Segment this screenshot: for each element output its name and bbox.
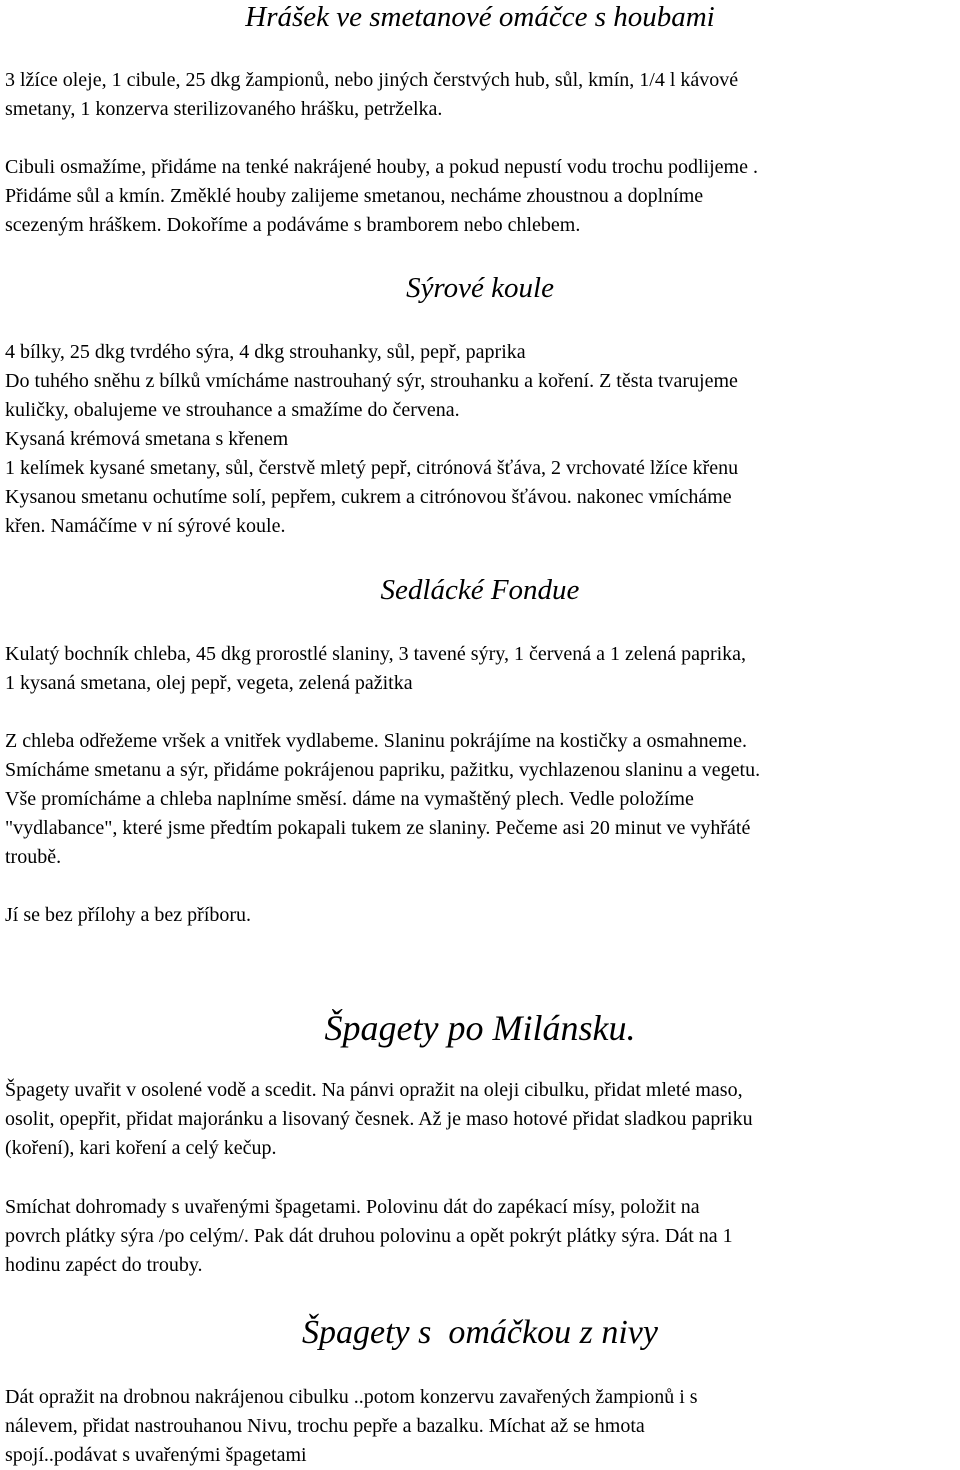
recipe-line: Z chleba odřežeme vršek a vnitřek vydlabeme. Slaninu pokrájíme na kostičky a osmahneme.	[5, 730, 747, 752]
recipe-line: Kulatý bochník chleba, 45 dkg prorostlé slaniny, 3 tavené sýry, 1 červená a 1 zelená paprika,	[5, 643, 747, 665]
recipe-title-sedlacke-fondue: Sedlácké Fondue	[380, 574, 580, 606]
recipe-line: "vydlabance", které jsme předtím pokapali tukem ze slaniny. Pečeme asi 20 minut ve vyhřáté	[5, 817, 751, 839]
recipe-title-syrove-koule: Sýrové koule	[406, 272, 554, 304]
recipe-line: Špagety uvařit v osolené vodě a scedit. Na pánvi opražit na oleji cibulku, přidat mleté maso,	[5, 1079, 743, 1101]
recipe-title-spagety-nivy: Špagety s omáčkou z nivy	[302, 1314, 658, 1351]
recipe-line: křen. Namáčíme v ní sýrové koule.	[5, 515, 286, 537]
recipe-line: 3 lžíce oleje, 1 cibule, 25 dkg žampionů, nebo jiných čerstvých hub, sůl, kmín, 1/4 l kávové	[5, 69, 739, 91]
recipe-line: Do tuhého sněhu z bílků vmícháme nastrouhaný sýr, strouhanku a koření. Z těsta tvarujeme	[5, 370, 738, 392]
recipe-line: Přidáme sůl a kmín. Změklé houby zalijeme smetanou, necháme zhoustnou a doplníme	[5, 185, 704, 207]
recipe-line: 1 kelímek kysané smetany, sůl, čerstvě mletý pepř, citrónová šťáva, 2 vrchovaté lžíce křenu	[5, 457, 739, 479]
recipe-title-hrasek: Hrášek ve smetanové omáčce s houbami	[245, 1, 715, 33]
recipe-line: Jí se bez přílohy a bez příboru.	[5, 904, 252, 926]
recipe-line: Smícháme smetanu a sýr, přidáme pokrájenou papriku, pažitku, vychlazenou slaninu a vegetu.	[5, 759, 761, 781]
recipe-line: 4 bílky, 25 dkg tvrdého sýra, 4 dkg strouhanky, sůl, pepř, paprika	[5, 341, 526, 363]
recipe-line: Vše promícháme a chleba naplníme směsí. dáme na vymaštěný plech. Vedle položíme	[5, 788, 694, 810]
recipe-line: (koření), kari koření a celý kečup.	[5, 1137, 277, 1159]
recipe-line: hodinu zapéct do trouby.	[5, 1254, 203, 1276]
recipe-line: 1 kysaná smetana, olej pepř, vegeta, zelená pažitka	[5, 672, 413, 694]
recipe-line: troubě.	[5, 846, 62, 868]
recipe-subtitle-line: Kysaná krémová smetana s křenem	[5, 428, 289, 450]
recipe-line: Kysanou smetanu ochutíme solí, pepřem, cukrem a citrónovou šťávou. nakonec vmícháme	[5, 486, 732, 508]
recipe-line: smetany, 1 konzerva sterilizovaného hrášku, petrželka.	[5, 98, 443, 120]
recipe-title-spagety-milansku: Špagety po Milánsku.	[324, 1008, 636, 1048]
recipe-line: osolit, opepřit, přidat majoránku a lisovaný česnek. Až je maso hotové přidat sladkou papriku	[5, 1108, 753, 1130]
recipe-line: scezeným hráškem. Dokoříme a podáváme s bramborem nebo chlebem.	[5, 214, 581, 236]
recipe-line: Smíchat dohromady s uvařenými špagetami. Polovinu dát do zapékací mísy, položit na	[5, 1196, 700, 1218]
recipe-line: spojí..podávat s uvařenými špagetami	[5, 1444, 307, 1466]
recipe-line: Dát opražit na drobnou nakrájenou cibulku ..potom konzervu zavařených žampionů i s	[5, 1386, 698, 1408]
recipe-line: Cibuli osmažíme, přidáme na tenké nakrájené houby, a pokud nepustí vodu trochu podlijeme .	[5, 156, 758, 178]
recipe-line: nálevem, přidat nastrouhanou Nivu, trochu pepře a bazalku. Míchat až se hmota	[5, 1415, 645, 1437]
recipe-line: kuličky, obalujeme ve strouhance a smažíme do červena.	[5, 399, 460, 421]
recipe-line: povrch plátky sýra /po celým/. Pak dát druhou polovinu a opět pokrýt plátky sýra. Dát na 1	[5, 1225, 733, 1247]
